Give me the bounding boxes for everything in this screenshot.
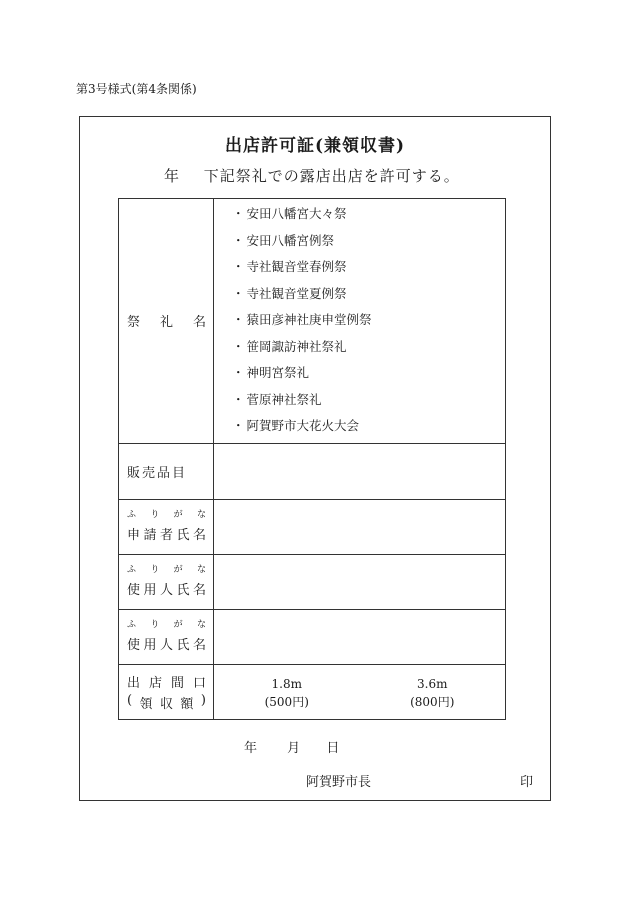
label-char: 人 bbox=[159, 583, 173, 598]
permit-statement bbox=[164, 165, 460, 186]
festival-name: 寺社観音堂春例祭 bbox=[246, 259, 347, 274]
ruby-char: ふ bbox=[127, 565, 137, 575]
festival-item bbox=[232, 204, 505, 231]
festival-item bbox=[232, 390, 505, 417]
festival-item bbox=[232, 257, 505, 284]
festival-item bbox=[232, 284, 505, 311]
bullet: ・ bbox=[232, 312, 245, 327]
label-char: 名 bbox=[192, 638, 206, 653]
label-char: ( bbox=[127, 692, 133, 708]
issuer: 阿賀野市長 bbox=[306, 775, 372, 790]
label-char: 使 bbox=[127, 583, 141, 598]
frontage-option-large[interactable] bbox=[360, 675, 506, 711]
festival-item bbox=[232, 363, 505, 390]
label-char: 使 bbox=[127, 638, 141, 653]
products-label-cell bbox=[119, 443, 214, 499]
frontage-price: (800円) bbox=[410, 694, 455, 709]
products-label bbox=[119, 462, 213, 481]
label-char: 店 bbox=[148, 675, 162, 691]
label-char: 礼 bbox=[159, 315, 173, 331]
ruby-char: り bbox=[150, 510, 160, 520]
user1-input-cell[interactable] bbox=[214, 554, 506, 609]
ruby-char: ふ bbox=[127, 620, 137, 630]
label-char: 名 bbox=[192, 583, 206, 598]
user1-ruby bbox=[119, 565, 213, 576]
bullet: ・ bbox=[232, 418, 245, 433]
festival-name: 寺社観音堂夏例祭 bbox=[246, 285, 347, 301]
ruby-char: り bbox=[150, 620, 160, 630]
festival-name: 安田八幡宮大々祭 bbox=[246, 206, 347, 221]
label-char: 請 bbox=[143, 528, 157, 543]
festival-name: 猿田彦神社庚申堂例祭 bbox=[246, 312, 372, 327]
frontage-options bbox=[214, 673, 505, 711]
festival-name: 阿賀野市大花火大会 bbox=[246, 418, 360, 433]
bullet: ・ bbox=[232, 338, 245, 354]
festival-item bbox=[232, 310, 505, 337]
issue-date bbox=[244, 737, 339, 756]
label-char: 用 bbox=[143, 583, 157, 598]
products-input-cell[interactable] bbox=[214, 443, 506, 499]
seal-mark: 印 bbox=[520, 775, 534, 790]
festival-item bbox=[232, 231, 505, 258]
frontage-label-cell bbox=[119, 664, 214, 719]
user2-row bbox=[119, 609, 506, 664]
frontage-row bbox=[119, 664, 506, 719]
ruby-char: な bbox=[196, 565, 206, 575]
date-year-label: 年 bbox=[244, 741, 258, 756]
label-char: 名 bbox=[192, 315, 206, 331]
user2-ruby bbox=[119, 620, 213, 631]
ruby-char: な bbox=[196, 510, 206, 520]
festival-label-cell bbox=[119, 199, 214, 444]
label-char: ) bbox=[200, 692, 206, 708]
user1-row bbox=[119, 554, 506, 609]
permit-form bbox=[79, 116, 551, 801]
label-char: 氏 bbox=[176, 583, 190, 598]
label-char: 祭 bbox=[127, 315, 141, 331]
ruby-char: ふ bbox=[127, 510, 137, 520]
label-char: 目 bbox=[171, 465, 185, 481]
frontage-size: 3.6m bbox=[417, 676, 448, 691]
bullet: ・ bbox=[232, 391, 245, 407]
permit-year-label: 年 bbox=[164, 167, 181, 185]
festival-name: 神明宮祭礼 bbox=[246, 365, 310, 380]
label-char: 人 bbox=[159, 638, 173, 653]
applicant-row bbox=[119, 499, 506, 554]
label-char: 額 bbox=[180, 696, 194, 712]
festival-item bbox=[232, 416, 505, 443]
form-number: 第3号様式(第4条関係) bbox=[76, 82, 197, 96]
frontage-options-cell bbox=[214, 664, 506, 719]
label-char: 売 bbox=[141, 465, 155, 481]
festival-list-cell bbox=[214, 199, 506, 444]
label-char: 口 bbox=[192, 675, 206, 691]
applicant-label-cell bbox=[119, 499, 214, 554]
label-char: 名 bbox=[192, 528, 206, 543]
frontage-size: 1.8m bbox=[271, 676, 302, 691]
user2-label bbox=[119, 634, 213, 653]
bullet: ・ bbox=[232, 365, 245, 380]
label-char: 氏 bbox=[176, 638, 190, 653]
festival-name: 安田八幡宮例祭 bbox=[246, 232, 335, 248]
label-char: 間 bbox=[170, 675, 184, 691]
ruby-char: が bbox=[173, 510, 183, 520]
date-day-label: 日 bbox=[326, 741, 340, 756]
festival-name: 菅原神社祭礼 bbox=[246, 391, 322, 407]
bullet: ・ bbox=[232, 232, 245, 248]
festival-label bbox=[119, 311, 213, 330]
applicant-label bbox=[119, 524, 213, 543]
label-char: 領 bbox=[139, 696, 153, 712]
frontage-label-bottom bbox=[119, 693, 213, 712]
ruby-char: な bbox=[196, 620, 206, 630]
festival-row bbox=[119, 199, 506, 444]
label-char: 収 bbox=[159, 696, 173, 712]
permit-table bbox=[118, 198, 506, 720]
document-title: 出店許可証(兼領収書) bbox=[224, 136, 406, 156]
bullet: ・ bbox=[232, 285, 245, 301]
ruby-char: り bbox=[150, 565, 160, 575]
user1-label bbox=[119, 579, 213, 598]
label-char: 氏 bbox=[176, 528, 190, 543]
user1-label-cell bbox=[119, 554, 214, 609]
user2-label-cell bbox=[119, 609, 214, 664]
festival-name: 笹岡諏訪神社祭礼 bbox=[246, 338, 347, 354]
frontage-option-small[interactable] bbox=[214, 675, 360, 711]
applicant-ruby bbox=[119, 510, 213, 521]
bullet: ・ bbox=[232, 206, 245, 221]
label-char: 用 bbox=[143, 638, 157, 653]
bullet: ・ bbox=[232, 259, 245, 274]
label-char: 者 bbox=[159, 528, 173, 543]
frontage-price: (500円) bbox=[264, 694, 309, 709]
products-row bbox=[119, 443, 506, 499]
label-char: 販 bbox=[127, 465, 141, 481]
ruby-char: が bbox=[173, 565, 183, 575]
applicant-input-cell[interactable] bbox=[214, 499, 506, 554]
ruby-char: が bbox=[173, 620, 183, 630]
user2-input-cell[interactable] bbox=[214, 609, 506, 664]
label-char: 申 bbox=[127, 528, 141, 543]
permit-text: 下記祭礼での露店出店を許可する。 bbox=[203, 167, 460, 185]
label-char: 出 bbox=[127, 675, 141, 691]
label-char: 品 bbox=[156, 465, 170, 481]
festival-item bbox=[232, 337, 505, 364]
date-month-label: 月 bbox=[287, 741, 301, 756]
frontage-label-top bbox=[119, 672, 213, 691]
festival-list bbox=[214, 199, 505, 443]
